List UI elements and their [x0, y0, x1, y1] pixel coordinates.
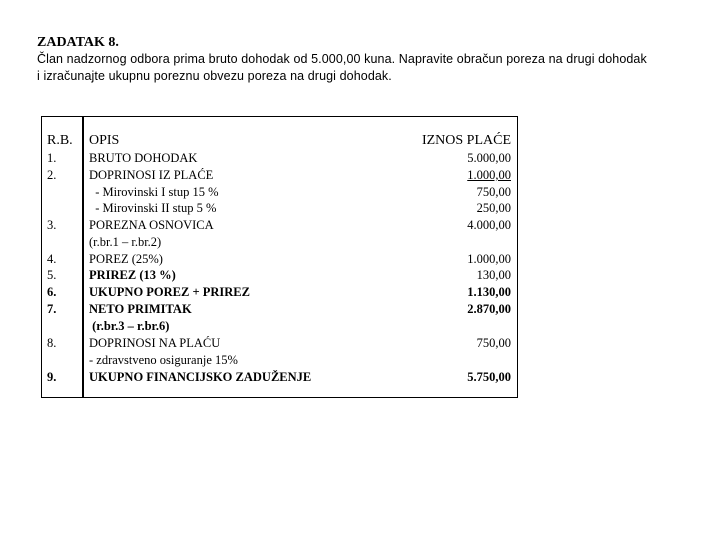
row-description: BRUTO DOHODAK — [89, 151, 198, 165]
row-number: 6. — [47, 285, 57, 299]
header-opis: OPIS — [89, 133, 120, 148]
row-amount: 1.000,00 — [467, 252, 511, 266]
row-description: POREZNA OSNOVICA — [89, 218, 214, 232]
row-amount: 250,00 — [476, 201, 511, 215]
row-description: UKUPNO FINANCIJSKO ZADUŽENJE — [89, 370, 312, 384]
row-amount: 130,00 — [476, 268, 511, 282]
task-description-line: i izračunajte ukupnu poreznu obvezu poreza na drugi dohodak. — [37, 69, 392, 83]
task-title: ZADATAK 8. — [37, 35, 119, 50]
row-description: NETO PRIMITAK — [89, 302, 192, 316]
row-number: 1. — [47, 151, 57, 165]
row-number: 3. — [47, 218, 57, 232]
row-amount: 1.130,00 — [467, 285, 511, 299]
row-description: PRIREZ (13 %) — [89, 268, 176, 282]
row-amount: 5.000,00 — [467, 151, 511, 165]
row-amount: 750,00 — [476, 336, 511, 350]
task-description-line: Član nadzornog odbora prima bruto dohodak od 5.000,00 kuna. Napravite obračun poreza na drugi dohodak — [37, 52, 647, 66]
header-iznos: IZNOS PLAĆE — [421, 133, 511, 148]
row-amount: 1.000,00 — [467, 168, 511, 182]
row-number: 5. — [47, 268, 57, 282]
task-description — [37, 51, 647, 85]
row-number: 8. — [47, 336, 57, 350]
row-description: - Mirovinski II stup 5 % — [89, 201, 217, 215]
row-description: UKUPNO POREZ + PRIREZ — [89, 285, 250, 299]
row-amount: 5.750,00 — [467, 370, 511, 384]
row-description-note: - zdravstveno osiguranje 15% — [89, 353, 238, 367]
row-number: 7. — [47, 302, 57, 316]
row-description: DOPRINOSI IZ PLAĆE — [89, 168, 214, 182]
row-description: DOPRINOSI NA PLAĆU — [89, 336, 221, 350]
row-number: 9. — [47, 370, 57, 384]
row-description: - Mirovinski I stup 15 % — [89, 185, 219, 199]
row-amount: 2.870,00 — [467, 302, 511, 316]
row-description-note: (r.br.3 – r.br.6) — [89, 319, 170, 333]
header-rb: R.B. — [47, 133, 73, 148]
row-number: 2. — [47, 168, 57, 182]
row-description-note: (r.br.1 – r.br.2) — [89, 235, 162, 249]
row-description: POREZ (25%) — [89, 252, 163, 266]
row-amount: 750,00 — [476, 185, 511, 199]
row-number: 4. — [47, 252, 57, 266]
row-amount: 4.000,00 — [467, 218, 511, 232]
